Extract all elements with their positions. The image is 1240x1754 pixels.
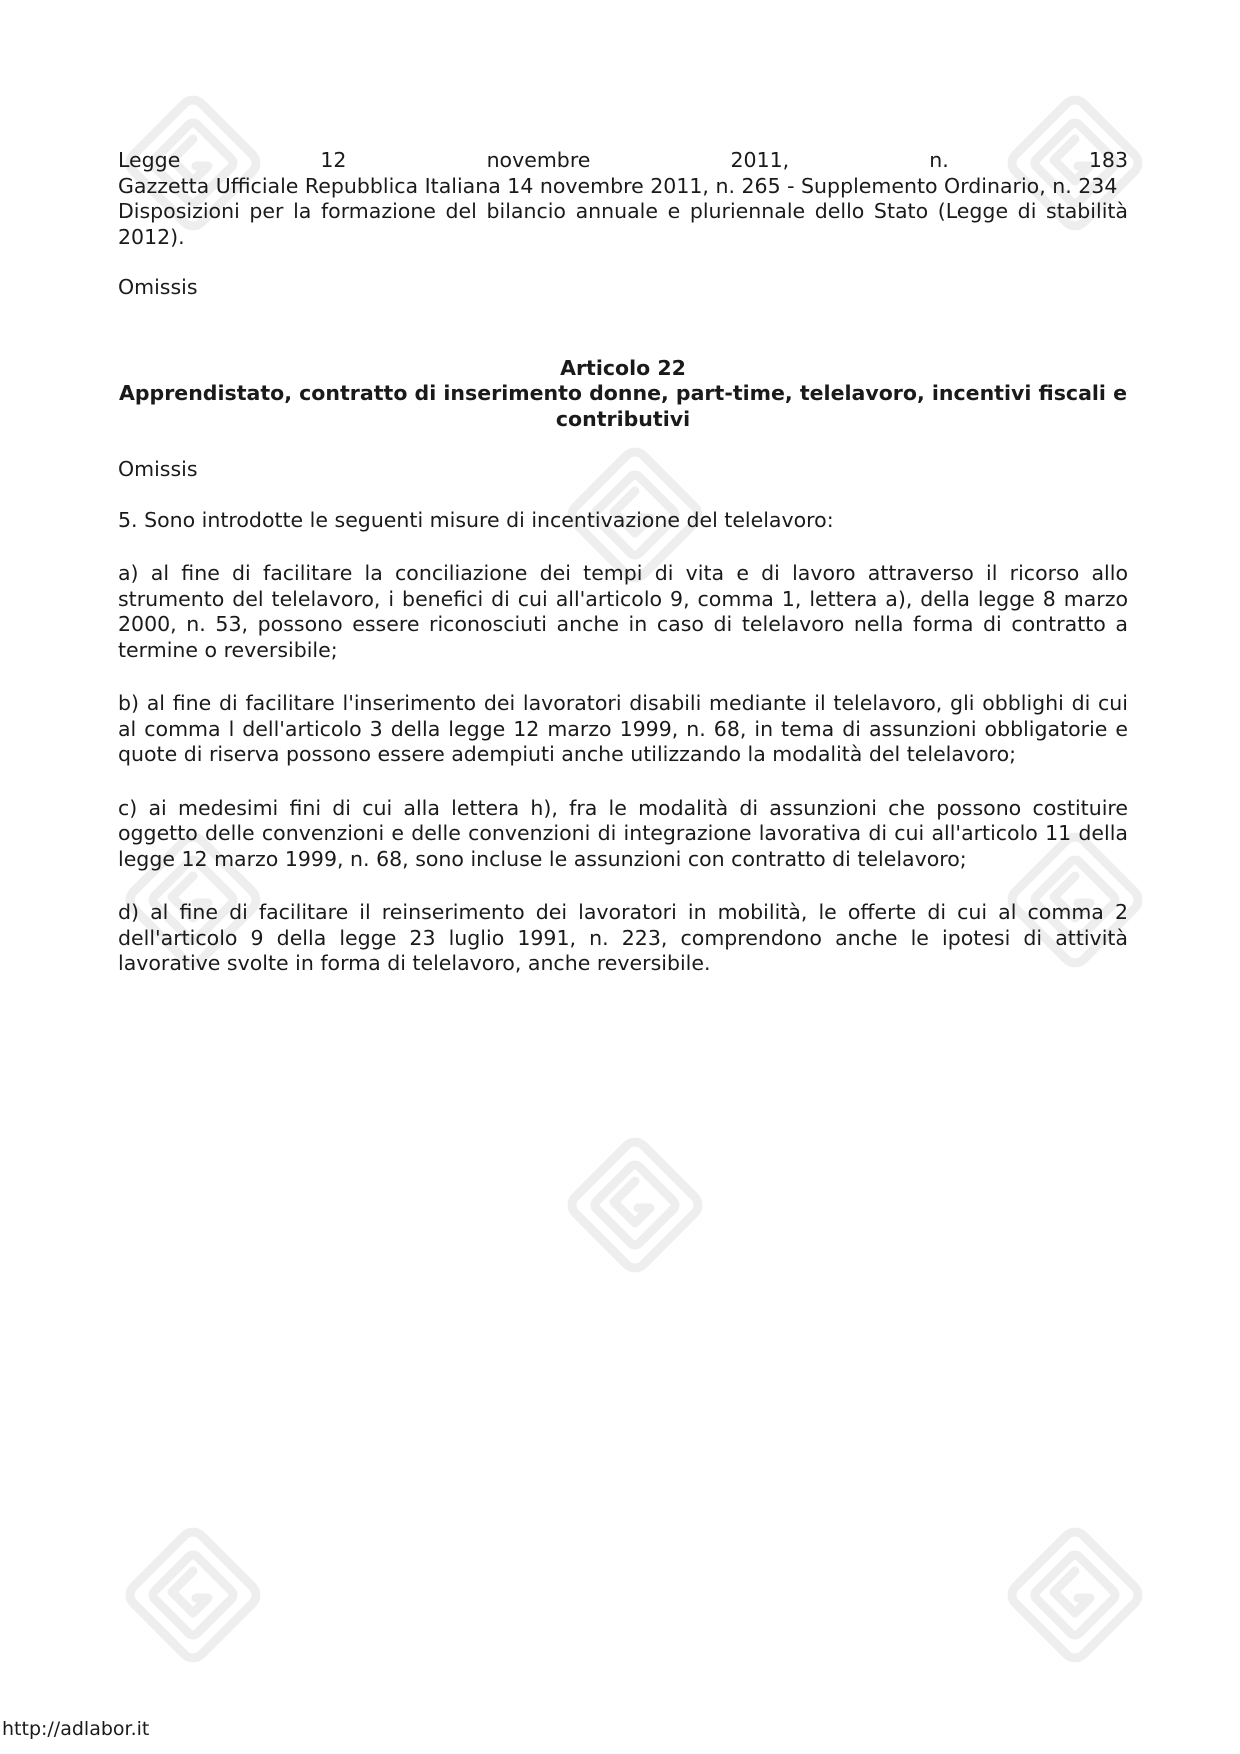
paragraph-intro: 5. Sono introdotte le seguenti misure di incentivazione del telelavoro: (118, 507, 834, 532)
watermark-logo-icon (560, 1130, 710, 1280)
article-title: Apprendistato, contratto di inserimento donne, part-time, telelavoro, incentivi fiscali e contributivi (118, 381, 1127, 431)
law-title: Disposizioni per la formazione del bilancio annuale e pluriennale dello Stato (Legge di stabilità 2012). (118, 199, 1128, 249)
document-body (118, 148, 1128, 977)
law-reference-line (118, 148, 1128, 174)
footer-url: http://adlabor.it (2, 1718, 150, 1740)
omissis-text: Omissis (118, 457, 198, 481)
paragraph-a: a) al fine di facilitare la conciliazione dei tempi di vita e di lavoro attraverso il ricorso allo strumento del telelavoro, i benefici di cui all'articolo 9, comma 1, lettera a), della legge 8 marzo 2000, n. 53, possono essere riconosciuti anche in caso di telelavoro nella forma di contratto a termine o reversibile; (118, 561, 1128, 662)
watermark-logo-icon (1000, 1520, 1150, 1670)
omissis-text: Omissis (118, 275, 198, 299)
gazette-reference: Gazzetta Ufficiale Repubblica Italiana 14 novembre 2011, n. 265 - Supplemento Ordinario, n. 234 (118, 173, 1118, 198)
law-reference-part: n. (929, 148, 949, 172)
paragraph-d: d) al fine di facilitare il reinserimento dei lavoratori in mobilità, le offerte di cui al comma 2 dell'articolo 9 della legge 23 luglio 1991, n. 223, comprendono anche le ipotesi di attività lavorative svolte in forma di telelavoro, anche reversibile. (118, 900, 1128, 975)
paragraph-c: c) ai medesimi fini di cui alla lettera h), fra le modalità di assunzioni che possono costituire oggetto delle convenzioni e delle convenzioni di integrazione lavorativa di cui all'articolo 11 della legge 12 marzo 1999, n. 68, sono incluse le assunzioni con contratto di telelavoro; (118, 795, 1128, 871)
law-reference-part: 12 (320, 148, 347, 172)
paragraph-b: b) al fine di facilitare l'inserimento dei lavoratori disabili mediante il telelavoro, gli obblighi di cui al comma l dell'articolo 3 della legge 12 marzo 1999, n. 68, in tema di assunzioni obbligatorie e quote di riserva possono essere adempiuti anche utilizzando la modalità del telelavoro; (118, 691, 1128, 766)
watermark-logo-icon (118, 1520, 268, 1670)
law-reference-part: Legge (118, 148, 181, 172)
article-number: Articolo 22 (560, 355, 686, 380)
law-reference-part: 183 (1088, 148, 1128, 172)
law-reference-part: 2011, (730, 148, 790, 172)
law-reference-part: novembre (486, 148, 591, 172)
